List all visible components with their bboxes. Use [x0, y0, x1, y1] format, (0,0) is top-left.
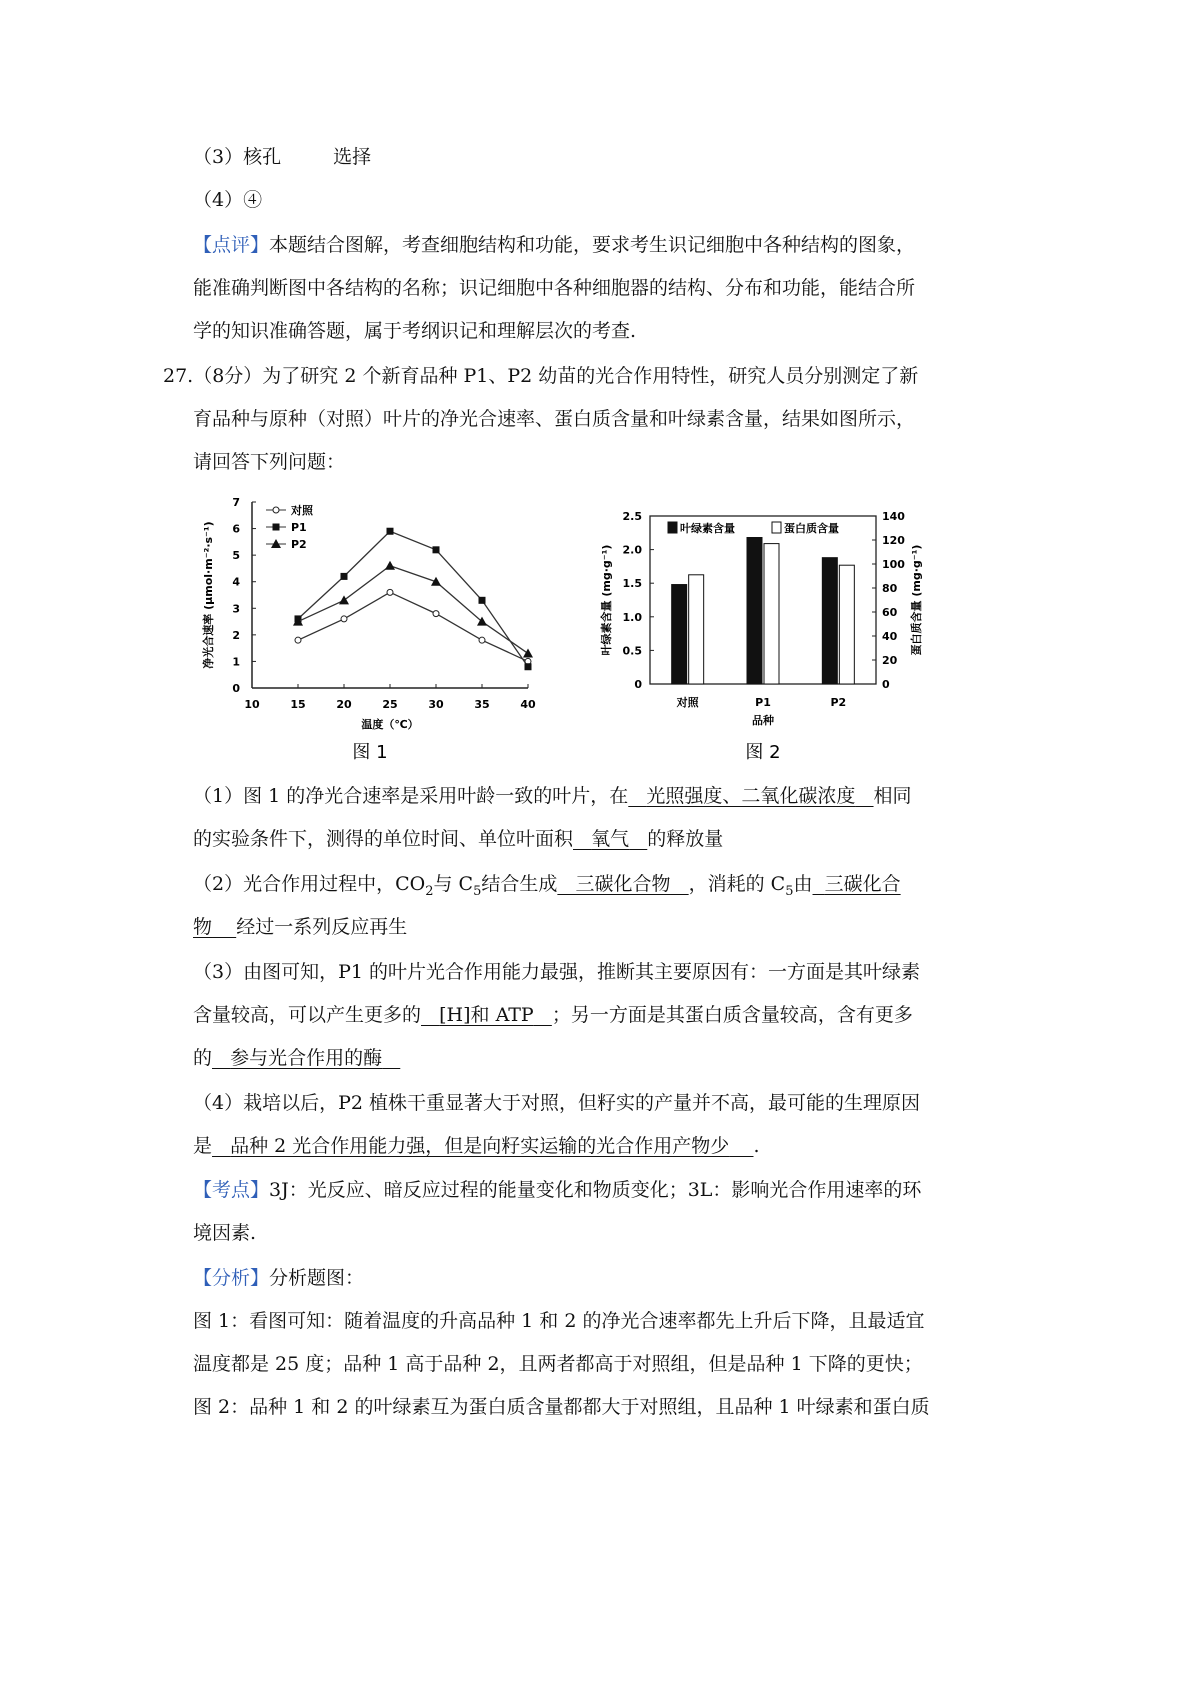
comment-line-3: 学的知识准确答题，属于考纲识记和理解层次的考查. — [193, 320, 637, 342]
legend-marker-P1 — [273, 524, 280, 531]
data-point-P1 — [433, 546, 440, 553]
x-tick-label: P1 — [755, 696, 771, 709]
x-tick-label: 15 — [290, 698, 306, 711]
answer-part-4-line-2: 是 品种 2 光合作用能力强，但是向籽实运输的光合作用产物少 . — [193, 1135, 760, 1157]
y2-tick-label: 20 — [882, 654, 898, 667]
answer-part-2-line-1: （2）光合作用过程中，$CO_2$与 $C_5$结合生成 三碳化合物 ，消耗的 $C_5$由 三碳化合 — [193, 873, 901, 899]
blank-reason: 品种 2 光合作用能力强，但是向籽实运输的光合作用产物少 — [230, 1135, 730, 1157]
kaodian-line-1: 【考点】3J：光反应、暗反应过程的能量变化和物质变化；3L：影响光合作用速率的环 — [193, 1179, 922, 1201]
y2-tick-label: 60 — [882, 606, 898, 619]
x-tick-label: 10 — [244, 698, 260, 711]
y-tick-label: 2.0 — [622, 543, 642, 557]
y-tick-label: 5 — [232, 549, 240, 563]
y-tick-label: 1 — [232, 655, 240, 669]
question-line-1: 27.（8分）为了研究 2 个新育品种 P1、P2 幼苗的光合作用特性，研究人员分别测定了新 — [163, 365, 919, 387]
y-tick-label: 6 — [232, 522, 240, 536]
data-point-P2 — [339, 595, 349, 604]
kaodian-tag: 【考点】 — [193, 1179, 270, 1201]
y2-tick-label: 140 — [882, 510, 905, 523]
y-tick-label: 2.5 — [622, 510, 642, 523]
answer-4: （4）④ — [193, 189, 263, 211]
bar-叶绿素含量 — [822, 558, 837, 684]
data-point-P1 — [479, 597, 486, 604]
y2-tick-label: 40 — [882, 630, 898, 643]
bar-叶绿素含量 — [672, 585, 687, 684]
y-axis-label: 净光合速率 (μmol·m⁻²·s⁻¹) — [202, 521, 215, 669]
y-tick-label: 1.5 — [622, 577, 642, 591]
answer-3: （3）核孔 选择 — [193, 146, 372, 168]
figure-2-bar-chart — [590, 500, 930, 770]
x-tick-label: 对照 — [676, 696, 699, 709]
question-line-3: 请回答下列问题： — [193, 451, 346, 473]
blank-c3-compound: 三碳化合物 — [575, 873, 671, 895]
bar-蛋白质含量 — [839, 565, 854, 684]
data-point-对照 — [479, 637, 485, 643]
y-tick-label: 2 — [232, 628, 240, 642]
blank-h-atp: [H]和 ATP — [439, 1004, 534, 1026]
answer-part-3-line-1: （3）由图可知，P1 的叶片光合作用能力最强，推断其主要原因有：一方面是其叶绿素 — [193, 961, 921, 983]
x-tick-label: P2 — [830, 696, 847, 709]
legend-label-对照: 对照 — [291, 504, 313, 517]
blank-oxygen: 氧气 — [591, 828, 630, 850]
comment-line-2: 能准确判断图中各结构的名称；识记细胞中各种细胞器的结构、分布和功能，能结合所 — [193, 277, 916, 299]
legend-marker-对照 — [273, 507, 279, 513]
answer-part-4-line-1: （4）栽培以后，P2 植株干重显著大于对照，但籽实的产量并不高，最可能的生理原因 — [193, 1092, 921, 1114]
fenxi-line-3: 温度都是 25 度；品种 1 高于品种 2，且两者都高于对照组，但是品种 1 下降的更快； — [193, 1353, 923, 1375]
legend-swatch-蛋白质含量 — [772, 522, 781, 533]
y-tick-label: 0 — [232, 682, 240, 695]
data-point-对照 — [387, 589, 393, 595]
legend-label-叶绿素含量: 叶绿素含量 — [680, 522, 735, 535]
fenxi-line-4: 图 2：品种 1 和 2 的叶绿素互为蛋白质含量都都大于对照组，且品种 1 叶绿素和蛋白质 — [193, 1396, 930, 1418]
x-tick-label: 20 — [336, 698, 352, 711]
data-point-对照 — [433, 611, 439, 617]
data-point-对照 — [295, 637, 301, 643]
y2-axis-label: 蛋白质含量 (mg·g⁻¹) — [910, 544, 923, 656]
bar-蛋白质含量 — [689, 575, 704, 684]
legend-label-P1: P1 — [291, 521, 307, 534]
legend-swatch-叶绿素含量 — [668, 522, 677, 533]
blank-enzymes: 参与光合作用的酶 — [230, 1047, 383, 1069]
comment-line-1: 【点评】本题结合图解，考查细胞结构和功能，要求考生识记细胞中各种结构的图象， — [193, 234, 916, 256]
figure-2-caption: 图 2 — [745, 742, 781, 763]
x-tick-label: 30 — [428, 698, 444, 711]
y-tick-label: 4 — [232, 575, 240, 589]
comment-tag: 【点评】 — [193, 234, 270, 256]
fenxi-line-2: 图 1：看图可知：随着温度的升高品种 1 和 2 的净光合速率都先上升后下降，且最适宜 — [193, 1310, 925, 1332]
answer-part-1-line-2: 的实验条件下，测得的单位时间、单位叶面积 氧气 的释放量 — [193, 828, 724, 850]
data-point-P1 — [387, 528, 394, 535]
data-point-P2 — [523, 648, 533, 657]
figure-1-line-chart — [190, 490, 560, 770]
y-tick-label: 7 — [232, 496, 240, 509]
series-line-P2 — [298, 566, 528, 654]
answer-part-3-line-2: 含量较高，可以产生更多的 [H]和 ATP ；另一方面是其蛋白质含量较高，含有更多 — [193, 1004, 913, 1026]
data-point-P2 — [385, 561, 395, 570]
legend-label-蛋白质含量: 蛋白质含量 — [784, 522, 839, 535]
y-tick-label: 0.5 — [622, 644, 642, 658]
y-tick-label: 1.0 — [622, 610, 642, 624]
y2-tick-label: 100 — [882, 558, 905, 571]
y2-tick-label: 80 — [882, 582, 898, 595]
answer-part-2-line-2: 物 经过一系列反应再生 — [193, 916, 408, 938]
blank-c3-regen-b: 物 — [193, 916, 213, 938]
x-axis-label: 温度（℃） — [361, 718, 419, 731]
bar-叶绿素含量 — [747, 538, 762, 684]
fenxi-line-1: 【分析】分析题图： — [193, 1267, 365, 1289]
x-tick-label: 25 — [382, 698, 398, 711]
y-tick-label: 3 — [232, 602, 240, 616]
answer-part-3-line-3: 的 参与光合作用的酶 — [193, 1046, 400, 1070]
data-point-P1 — [341, 573, 348, 580]
question-line-2: 育品种与原种（对照）叶片的净光合速率、蛋白质含量和叶绿素含量，结果如图所示， — [193, 408, 916, 430]
kaodian-line-2: 境因素. — [193, 1222, 257, 1244]
data-point-P2 — [431, 577, 441, 586]
series-line-P1 — [298, 531, 528, 667]
answer-part-1-line-1: （1）图 1 的净光合速率是采用叶龄一致的叶片，在 光照强度、二氧化碳浓度 相同 — [193, 785, 912, 807]
data-point-对照 — [341, 616, 347, 622]
blank-light-co2: 光照强度、二氧化碳浓度 — [646, 785, 856, 807]
y-tick-label: 0 — [634, 678, 642, 691]
bar-蛋白质含量 — [764, 544, 779, 684]
data-point-P1 — [525, 663, 532, 670]
blank-c3-regen-a: 三碳化合 — [824, 873, 901, 895]
x-tick-label: 35 — [474, 698, 490, 711]
y2-tick-label: 0 — [882, 678, 890, 691]
x-axis-label: 品种 — [752, 714, 774, 727]
series-line-对照 — [298, 592, 528, 661]
figure-1-caption: 图 1 — [352, 742, 388, 763]
y-axis-label: 叶绿素含量 (mg·g⁻¹) — [600, 544, 613, 656]
fenxi-tag: 【分析】 — [193, 1267, 270, 1289]
x-tick-label: 40 — [520, 698, 536, 711]
legend-label-P2: P2 — [291, 538, 307, 551]
y2-tick-label: 120 — [882, 534, 905, 547]
